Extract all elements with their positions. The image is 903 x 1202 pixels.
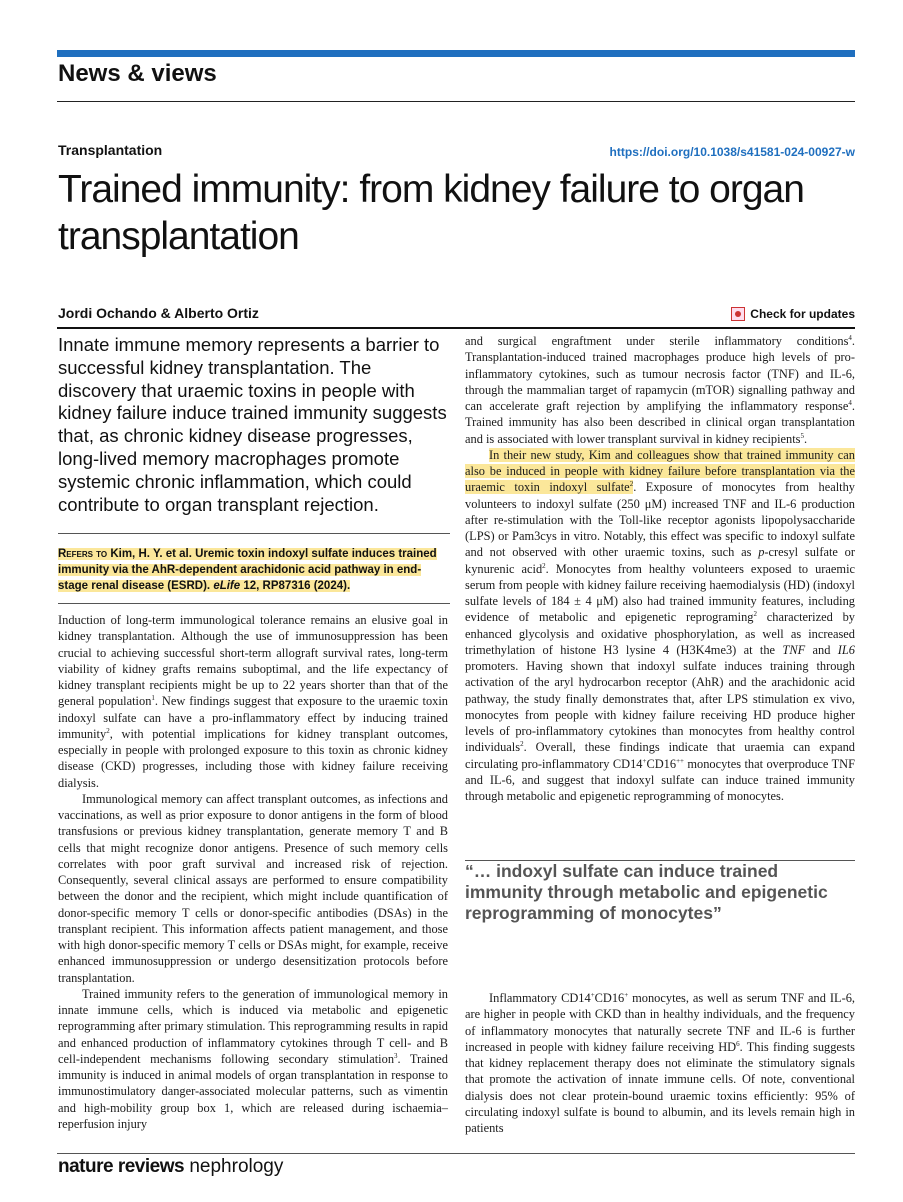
- top-accent-bar: [57, 50, 855, 57]
- body-column-left: Induction of long-term immunological tolerance remains an elusive goal in kidney transplantation. Although the use of immunosuppression has been crucial to achieving successful short-term allograft survival rates, long-term viability of kidney grafts remains suboptimal, and the life expectancy of kidney transplant recipients might be up to 22 years shorter than that of the general population$^1$. New findings suggest that exposure to the uraemic toxin indoxyl sulfate can have a pro-inflammatory effect by inducing trained immunity$^2$, with potential implications for kidney transplant outcomes, especially in people with prolonged exposure to this toxin as chronic kidney disease (CKD) progresses, including those with kidney failure receiving dialysis. Immunological memory can affect transplant outcomes, as infections and vaccinations, as well as prior exposure to donor antigens in the form of blood transfusions or previous kidney transplantation, generate memory T and B cells that might recognize donor antigens. Presence of such memory cells correlates with poor graft survival and increased risk of rejection. Consequently, several clinical assays are performed to ensure compatibility between the donor and the recipient, which might include quantification of donor-specific memory T cells or donor-specific antibodies (DSAs) in the transplant recipient. This information affects patient management, and those with high donor-specific memory T cells or DSAs might, for example, receive enhanced immunosuppression or undergo desensitization protocols before transplantation. Trained immunity refers to the generation of immunological memory in innate immune cells, which is induced via metabolic and epigenetic reprogramming after primary stimulation. This reprogramming results in rapid and enhanced production of inflammatory cytokines through T cell- and B cell-independent mechanisms following secondary stimulation$^3$. Trained immunity is induced in animal models of organ transplantation in response to immunostimulatory danger-associated molecular patterns, such as vimentin and high-mobility group box 1, which are released during ischaemia–reperfusion injury: [58, 613, 448, 1131]
- body-column-right: [465, 333, 855, 804]
- article-kicker: Transplantation: [58, 142, 163, 158]
- authors-divider: [57, 327, 855, 329]
- refers-to-citation[interactable]: Refers to Kim, H. Y. et al. Uremic toxin indoxyl sulfate induces trained immunity via the AhR-dependent arachidonic acid pathway in end-stage renal disease (ESRD). eLife 12, RP87316 (2024).: [58, 548, 437, 592]
- article-title: Trained immunity: from kidney failure to organ transplantation: [58, 168, 804, 258]
- journal-footer-logo: nature reviews nephrology: [58, 1156, 284, 1177]
- doi-link[interactable]: https://doi.org/10.1038/s41581-024-00927-w: [609, 145, 855, 159]
- crossmark-icon: [731, 307, 745, 321]
- header-divider: [57, 101, 855, 102]
- check-updates-label: Check for updates: [750, 307, 855, 321]
- highlighted-finding: In their new study, Kim and colleagues show that trained immunity can also be induced in people with kidney failure before transplantation via the uraemic toxin indoxyl sulfate$^2$: [465, 447, 855, 495]
- pull-quote: [465, 860, 855, 924]
- article-standfirst: Innate immune memory represents a barrier to successful kidney transplantation. The discovery that uraemic toxins in people with kidney failure induce trained immunity suggests that, as chronic kidney disease progresses, long-lived memory macrophages promote systemic chronic inflammation, which could contribute to organ transplant rejection.: [58, 334, 447, 515]
- section-title: News & views: [58, 60, 217, 87]
- article-authors: Jordi Ochando & Alberto Ortiz: [58, 305, 259, 321]
- check-updates-button[interactable]: [731, 307, 855, 321]
- right-paragraph-1: and surgical engraftment under sterile inflammatory conditions$^4$. Transplantation-induced trained macrophages produce high levels of pro-inflammatory cytokines, such as tumour necrosis factor (TNF) and IL-6, through the mammalian target of rapamycin (mTOR) signalling pathway and can accelerate graft rejection by amplifying the inflammatory response$^4$. Trained immunity has also been described in clinical organ transplantation and is associated with lower transplant survival in kidney recipients$^5$.: [465, 333, 855, 446]
- pull-quote-text: “… indoxyl sulfate can induce trained immunity through metabolic and epigenetic reprogramming of monocytes”: [465, 861, 828, 923]
- refers-to-prefix: Refers to: [58, 548, 108, 560]
- footer-divider: [57, 1153, 855, 1154]
- refers-to-box: [58, 533, 450, 604]
- right-paragraph-2: In their new study, Kim and colleagues show that trained immunity can also be induced in people with kidney failure before transplantation via the uraemic toxin indoxyl sulfate$^2$. Exposure of monocytes from healthy volunteers to indoxyl sulfate (250 μM) increased TNF and IL-6 production after re-stimulation with the Toll-like receptor agonists lipopolysaccharide (LPS) or Pam3cys in vitro. Notably, this effect was specific to indoxyl sulfate and not observed with other uraemic toxins, such as p-cresyl sulfate or kynurenic acid$^2$. Monocytes from healthy volunteers exposed to uraemic serum from people with kidney failure receiving haemodialysis (HD) (indoxyl sulfate levels of 184 ± 4 μM) also had trained immunity features, including evidence of metabolic and epigenetic reprograming$^2$ characterized by enhanced glycolysis and oxidative phosphorylation, as well as increased trimethylation of histone H3 lysine 4 (H3K4me3) at the TNF and IL6 promoters. Having shown that indoxyl sulfate induces training through activation of the aryl hydrocarbon receptor (AhR) and the arachidonic acid pathway, the study finally demonstrates that, after LPS stimulation ex vivo, monocytes from people with kidney failure receiving HD produce higher levels of pro-inflammatory cytokines than monocytes from healthy control individuals$^2$. Overall, these findings indicate that uraemia can expand circulating pro-inflammatory CD14+CD16++ monocytes that overproduce TNF and IL-6, and suggest that indoxyl sulfate can induce trained immunity through metabolic and epigenetic reprogramming of monocytes.: [465, 447, 856, 803]
- right-paragraph-3: Inflammatory CD14+CD16+ monocytes, as well as serum TNF and IL-6, are higher in people with CKD than in healthy individuals, and the frequency of inflammatory monocytes that naturally secrete TNF and IL-6 is further increased in people with kidney failure receiving $HD^6$. This finding suggests that kidney replacement therapy does not eliminate the stimulatory signals that promote the activation of innate immune cells. Of note, conventional dialysis does not clear protein-bound uraemic toxins efficiently: 95% of circulating indoxyl sulfate is bound to albumin, and its levels remain high in patients: [465, 990, 856, 1135]
